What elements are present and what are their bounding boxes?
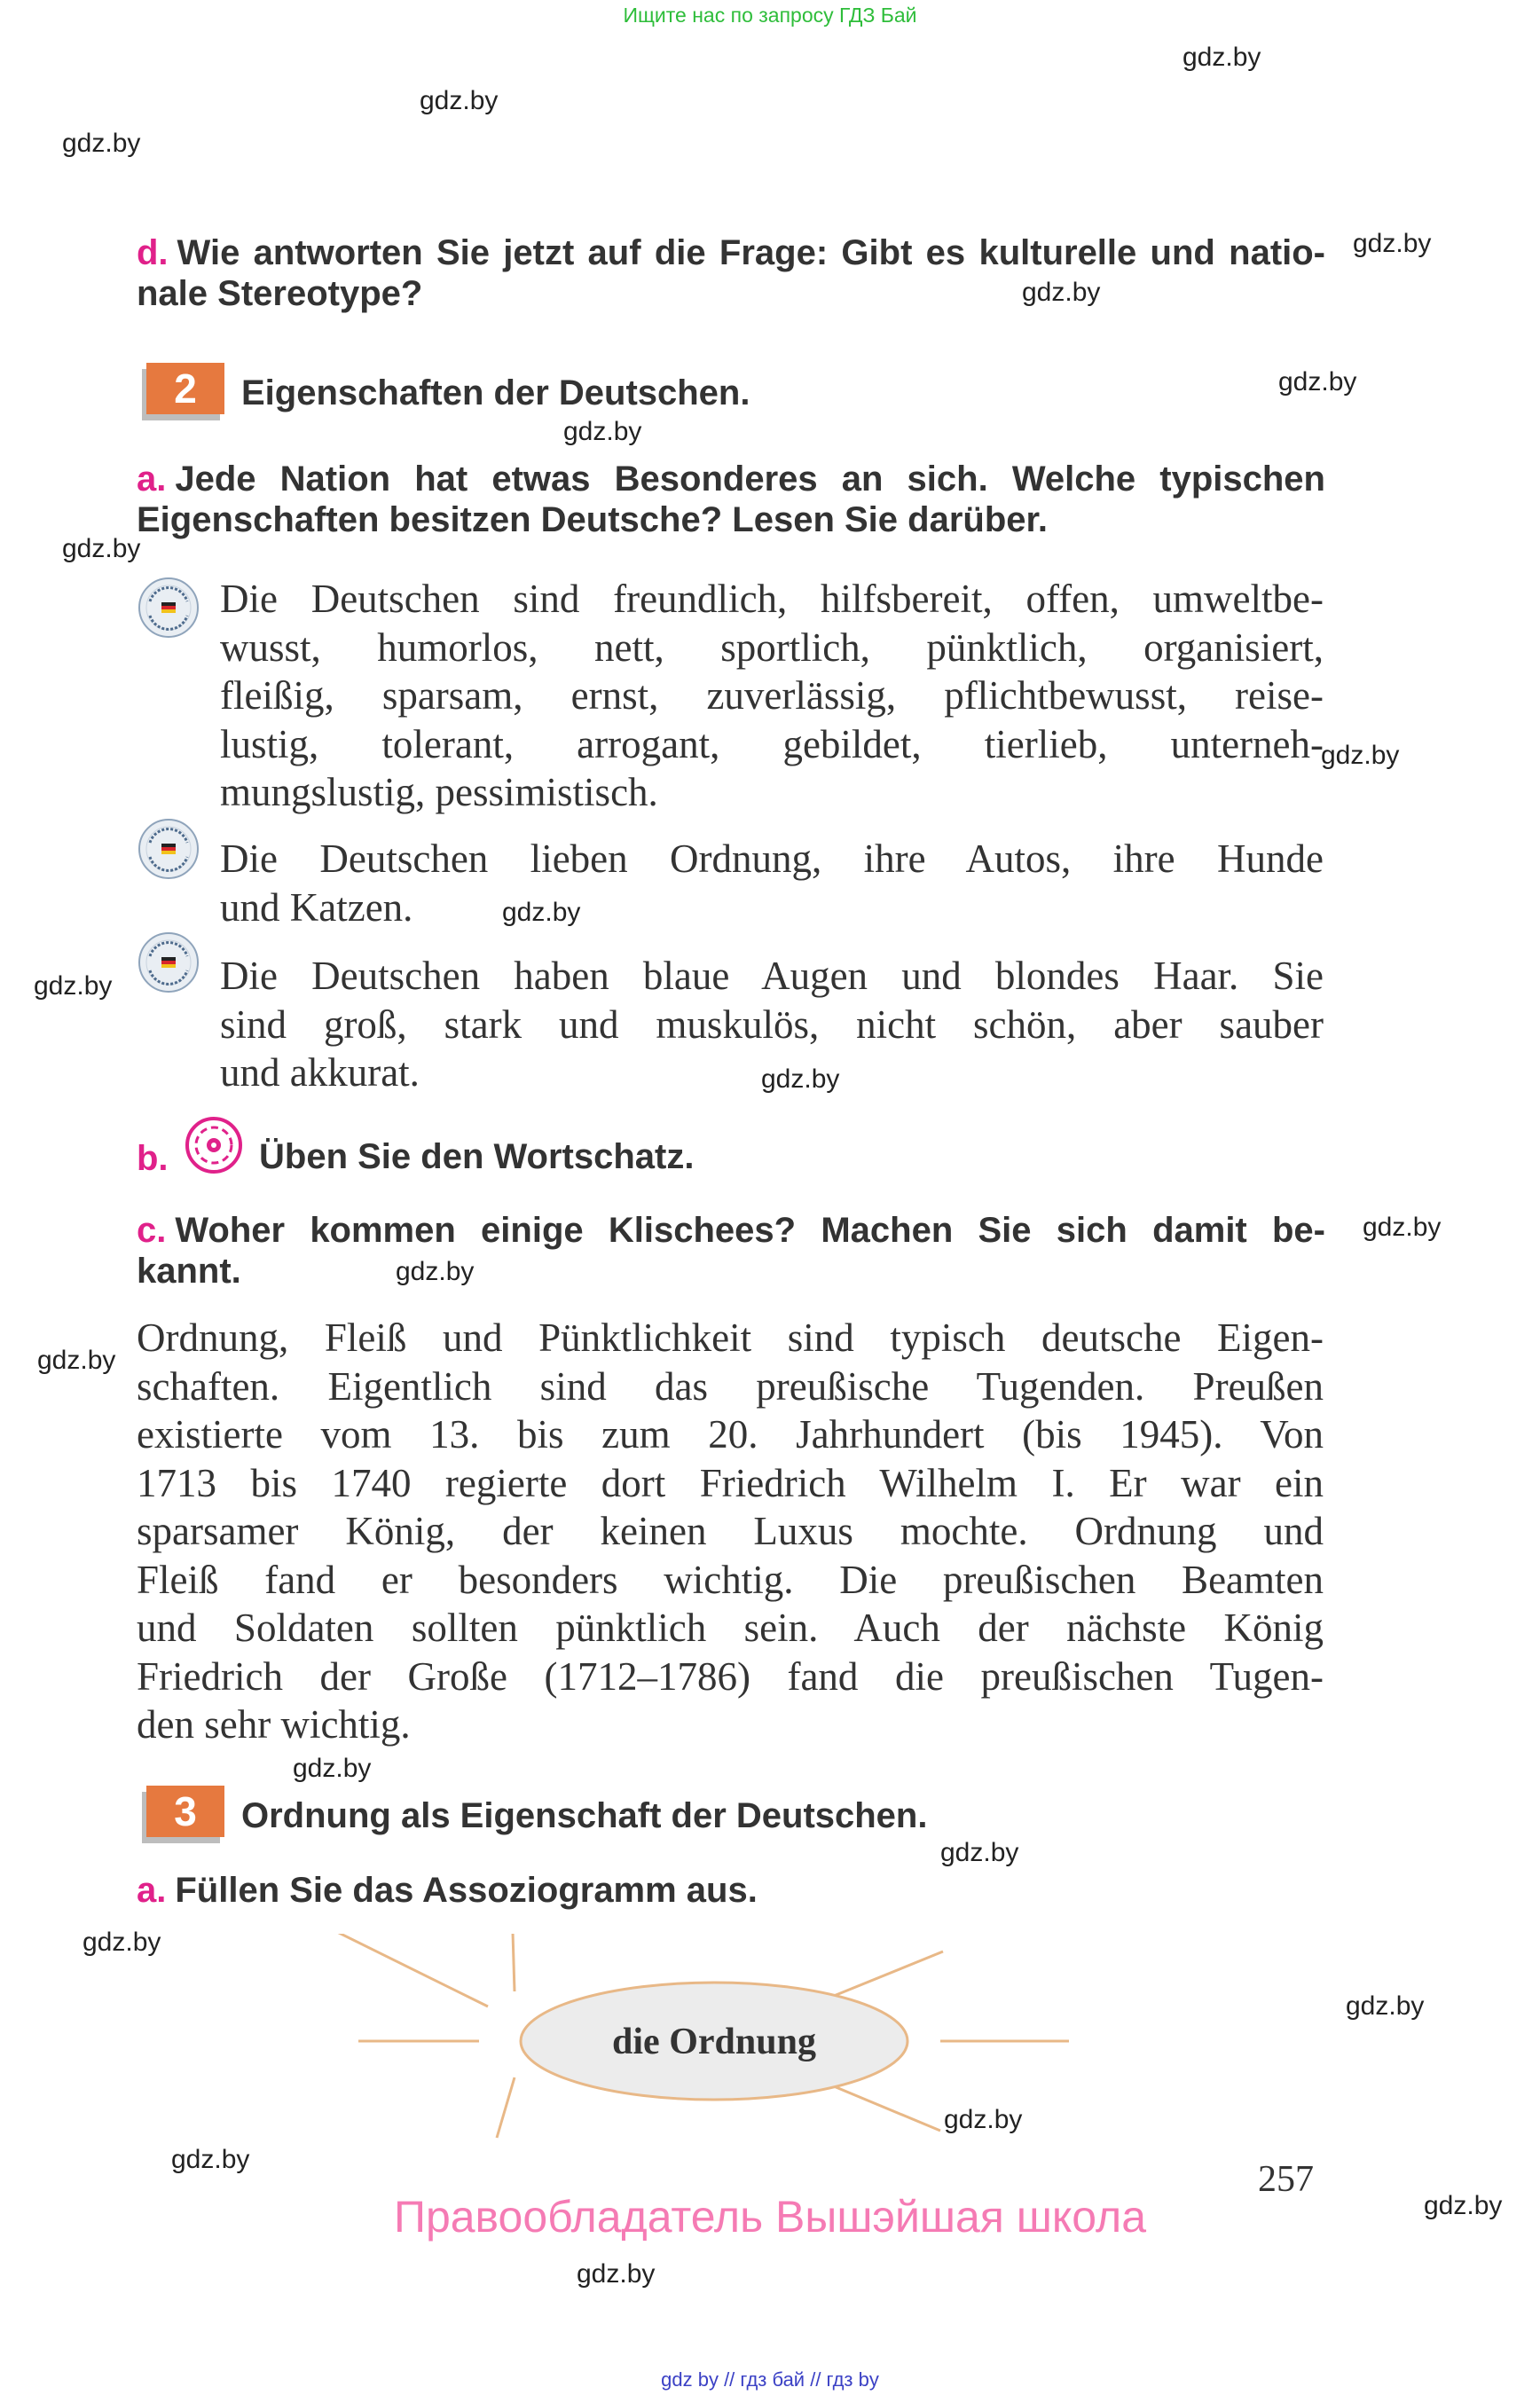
text-line: fleißig, sparsam, ernst, zuverlässig, pflichtbewusst, reise- xyxy=(220,673,1324,718)
task-letter: b. xyxy=(137,1139,169,1178)
watermark: gdz.by xyxy=(1278,367,1357,397)
watermark: gdz.by xyxy=(37,1346,116,1375)
text-line: Fleiß fand er besonders wichtig. Die preußischen Beamten xyxy=(137,1557,1324,1602)
watermark: gdz.by xyxy=(761,1064,840,1094)
typisch-deutsch-stamp-icon xyxy=(138,818,200,880)
watermark: gdz.by xyxy=(1182,43,1261,72)
text-line: sparsamer König, der keinen Luxus mochte. Ordnung und xyxy=(137,1509,1324,1553)
task-1d xyxy=(137,232,1325,314)
watermark: gdz.by xyxy=(62,534,141,563)
task-2a xyxy=(137,459,1325,540)
task-text: Eigenschaften besitzen Deutsche? Lesen Sie darüber. xyxy=(137,500,1048,539)
watermark: gdz.by xyxy=(396,1257,475,1286)
task-text: Füllen Sie das Assoziogramm aus. xyxy=(175,1871,758,1910)
task-text: kannt. xyxy=(137,1252,241,1291)
task-letter: c. xyxy=(137,1211,167,1250)
diagram-ray xyxy=(337,1934,488,2006)
text-line: Die Deutschen haben blaue Augen und blondes Haar. Sie xyxy=(220,954,1324,998)
typisch-deutsch-stamp-icon xyxy=(138,577,200,639)
task-2b-text: Üben Sie den Wortschatz. xyxy=(259,1137,695,1176)
watermark: gdz.by xyxy=(34,971,113,1001)
watermark: gdz.by xyxy=(577,2259,656,2289)
watermark: gdz.by xyxy=(82,1928,161,1957)
text-line: und Katzen. xyxy=(220,884,413,930)
text-line: Ordnung, Fleiß und Pünktlichkeit sind typisch deutsche Eigen- xyxy=(137,1315,1324,1360)
section-number: 2 xyxy=(146,363,224,414)
typisch-deutsch-stamp-icon xyxy=(138,931,200,993)
diagram-ray xyxy=(834,1951,943,1996)
section-number: 3 xyxy=(146,1786,224,1837)
history-text xyxy=(137,1314,1324,1749)
text-line: Die Deutschen sind freundlich, hilfsbereit, offen, umweltbe- xyxy=(220,577,1324,621)
text-line: den sehr wichtig. xyxy=(137,1702,411,1747)
audio-cd-icon[interactable] xyxy=(185,1116,243,1174)
diagram-ray xyxy=(834,2086,940,2131)
association-diagram xyxy=(337,1934,1100,2164)
page-number: 257 xyxy=(1258,2159,1314,2200)
watermark: gdz.by xyxy=(1424,2191,1503,2220)
task-text: Woher kommen einige Klischees? Machen Sie sich damit be- xyxy=(175,1211,1325,1250)
text-line: wusst, humorlos, nett, sportlich, pünktlich, organisiert, xyxy=(220,624,1324,670)
watermark: gdz.by xyxy=(420,86,499,115)
task-letter: a. xyxy=(137,459,167,499)
task-2b-letter xyxy=(137,1138,177,1179)
task-letter: a. xyxy=(137,1871,167,1910)
text-line: Friedrich der Große (1712–1786) fand die preußischen Tugen- xyxy=(137,1653,1324,1699)
watermark: gdz.by xyxy=(563,417,642,446)
diagram-ray xyxy=(497,2077,515,2138)
task-text: Wie antworten Sie jetzt auf die Frage: Gibt es kulturelle und natio- xyxy=(177,233,1325,272)
text-line: lustig, tolerant, arrogant, gebildet, tierlieb, unterneh- xyxy=(220,721,1324,766)
top-banner[interactable]: Ищите нас по запросу ГДЗ Бай xyxy=(623,4,917,27)
watermark: gdz.by xyxy=(293,1754,372,1783)
watermark: gdz.by xyxy=(1363,1213,1442,1242)
stereotype-paragraph xyxy=(220,575,1324,817)
text-line: und akkurat. xyxy=(220,1050,420,1095)
diagram-ray xyxy=(513,1934,515,1991)
text-line: Die Deutschen lieben Ordnung, ihre Autos, ihre Hunde xyxy=(220,836,1324,881)
watermark: gdz.by xyxy=(1022,278,1101,307)
watermark: gdz.by xyxy=(1321,741,1400,770)
text-line: sind groß, stark und muskulös, nicht schön, aber sauber xyxy=(220,1001,1324,1047)
task-2c xyxy=(137,1210,1325,1292)
task-letter: d. xyxy=(137,233,169,272)
text-line: 1713 bis 1740 regierte dort Friedrich Wilhelm I. Er war ein xyxy=(137,1460,1324,1505)
task-3a xyxy=(137,1870,758,1911)
section-title: Eigenschaften der Deutschen. xyxy=(241,373,750,412)
text-line: mungslustig, pessimistisch. xyxy=(220,770,658,814)
watermark: gdz.by xyxy=(502,898,581,927)
task-text: Jede Nation hat etwas Besonderes an sich. Welche typischen xyxy=(175,459,1325,499)
text-line: schaften. Eigentlich sind das preußische Tugenden. Preußen xyxy=(137,1363,1324,1409)
footer-links[interactable]: gdz by // гдз бай // гдз by xyxy=(661,2368,879,2391)
task-text: nale Stereotype? xyxy=(137,274,423,313)
stereotype-paragraph xyxy=(220,952,1324,1097)
section-title: Ordnung als Eigenschaft der Deutschen. xyxy=(241,1796,928,1835)
text-line: und Soldaten sollten pünktlich sein. Auch der nächste König xyxy=(137,1606,1324,1650)
copyright-notice: Правообладатель Вышэйшая школа xyxy=(394,2192,1146,2242)
watermark: gdz.by xyxy=(944,2105,1023,2134)
stereotype-paragraph xyxy=(220,835,1324,931)
watermark: gdz.by xyxy=(62,129,141,158)
diagram-center-label: die Ordnung xyxy=(612,2022,816,2062)
watermark: gdz.by xyxy=(1346,1991,1425,2021)
text-line: existierte vom 13. bis zum 20. Jahrhundert (bis 1945). Von xyxy=(137,1412,1324,1457)
watermark: gdz.by xyxy=(940,1838,1019,1867)
watermark: gdz.by xyxy=(171,2145,250,2174)
watermark: gdz.by xyxy=(1353,229,1432,258)
